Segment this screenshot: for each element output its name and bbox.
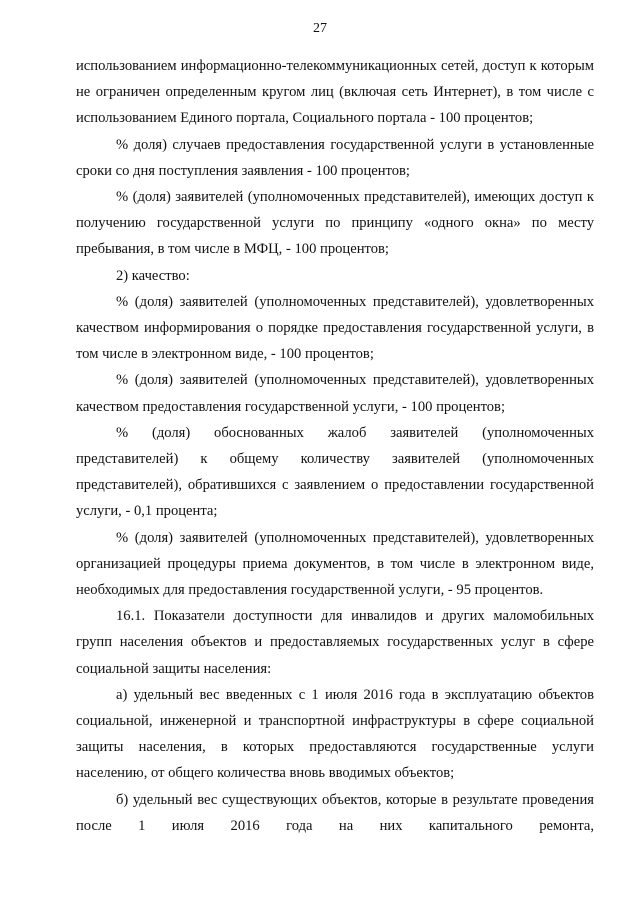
paragraph: % (доля) заявителей (уполномоченных представителей), удовлетворенных качеством предоставления государственной услуги, - 100 процентов; bbox=[76, 372, 594, 415]
paragraph: % (доля) заявителей (уполномоченных представителей), имеющих доступ к получению государственной услуги по принципу «одного окна» по месту пребывания, в том числе в МФЦ, - 100 процентов; bbox=[76, 189, 594, 258]
paragraph: % (доля) заявителей (уполномоченных представителей), удовлетворенных качеством информирования о порядке предоставления государственной услуги, в том числе в электронном виде, - 100 процентов; bbox=[76, 293, 594, 363]
list-heading: 2) качество: bbox=[116, 267, 190, 284]
paragraph: б) удельный вес существующих объектов, которые в результате проведения после 1 июля 2016 года на них капитального ремонта, bbox=[76, 791, 594, 834]
paragraph: % (доля) обоснованных жалоб заявителей (уполномоченных представителей) к общему количеству заявителей (уполномоченных представителей), обратившихся с заявлением о предоставлении государственной услуги, - 0,1 процента; bbox=[76, 424, 594, 520]
paragraph: а) удельный вес введенных с 1 июля 2016 года в эксплуатацию объектов социальной, инженерной и транспортной инфраструктуры в сфере социальной защиты населения, в которых предоставляются государственные услуги населению, от общего количества вновь вводимых объектов; bbox=[76, 686, 594, 782]
paragraph: использованием информационно-телекоммуникационных сетей, доступ к которым не ограничен определенным кругом лиц (включая сеть Интернет), в том числе с использованием Единого портала, Социального портала - 100 процентов; bbox=[76, 58, 594, 127]
paragraph: % (доля) заявителей (уполномоченных представителей), удовлетворенных организацией процедуры приема документов, в том числе в электронном виде, необходимых для предоставления государственной услуги, - 95 процентов. bbox=[76, 529, 594, 599]
section-paragraph: 16.1. Показатели доступности для инвалидов и других маломобильных групп населения объектов и предоставляемых государственных услуг в сфере социальной защиты населения: bbox=[76, 608, 594, 677]
document-body bbox=[76, 53, 594, 839]
paragraph: % доля) случаев предоставления государственной услуги в установленные сроки со дня поступления заявления - 100 процентов; bbox=[76, 136, 594, 179]
page-number: 27 bbox=[313, 21, 327, 36]
